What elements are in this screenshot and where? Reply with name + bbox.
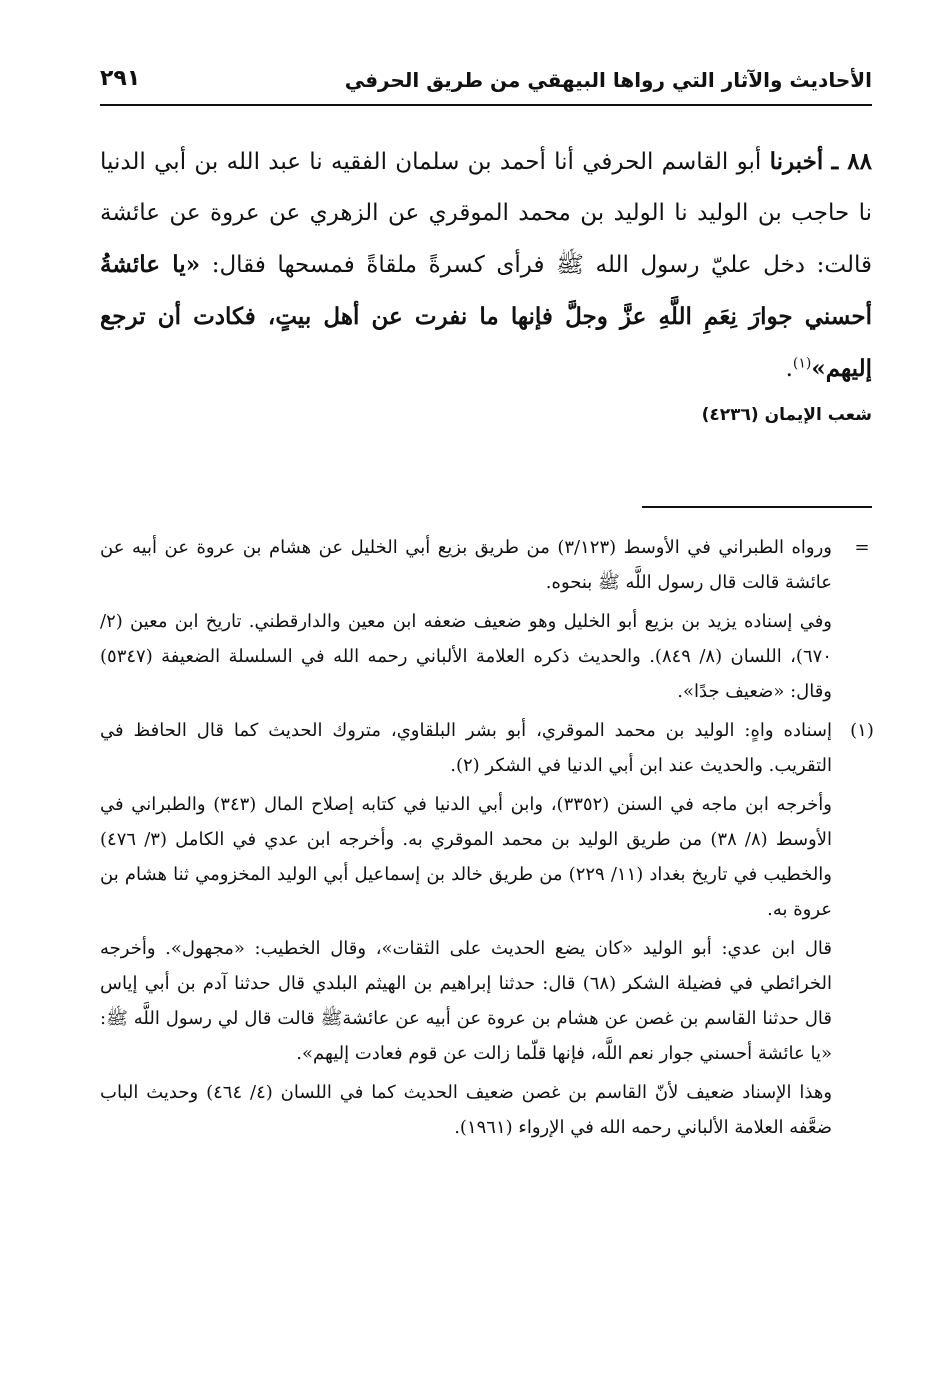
- footnote-paragraph: وفي إسناده يزيد بن بزيع أبو الخليل وهو ضعيف ضعفه ابن معين والدارقطني. تاريخ ابن معين (٢/ ٦٧٠)، اللسان (٨/ ٨٤٩). والحديث ذكره العلامة الألباني رحمه الله في السلسلة الضعيفة (٥٣٤٧) وقال: «ضعيف جدًا».: [100, 611, 832, 702]
- footnote-1: [100, 713, 872, 1145]
- hadith-isnad: أبو القاسم الحرفي أنا أحمد بن سلمان الفقيه نا عبد الله بن أبي الدنيا نا حاجب بن الوليد نا الوليد بن محمد الموقري عن الزهري عن عروة عن عائشة قالت: دخل عليّ رسول الله ﷺ فرأى كسرةً ملقاةً فمسحها فقال:: [100, 149, 873, 278]
- footnote-marker: =: [854, 537, 870, 558]
- footnote-paragraph: إسناده واهٍ: الوليد بن محمد الموقري، أبو بشر البلقاوي، متروك الحديث كما قال الحافظ في التقريب. والحديث عند ابن أبي الدنيا في الشكر (٢).: [100, 720, 832, 776]
- footnote-separator: [642, 506, 872, 508]
- page-number: ٢٩١: [100, 66, 141, 91]
- footnote-paragraph: قال ابن عدي: أبو الوليد «كان يضع الحديث على الثقات»، وقال الخطيب: «مجهول». وأخرجه الخرائطي في فضيلة الشكر (٦٨) قال: حدثنا إبراهيم بن الهيثم البلدي قال حدثنا آدم بن أبي إياس قال حدثنا القاسم بن غصن عن هشام بن عروة عن أبيه عن عائشةﷺ قالت قال لي رسول اللَّه ﷺ: «يا عائشة أحسني جوار نعم اللَّه، فإنها قلّما زالت عن قوم فعادت إليهم».: [100, 938, 832, 1064]
- footnote-ref: (١): [792, 355, 812, 372]
- footnote-paragraph: وأخرجه ابن ماجه في السنن (٣٣٥٢)، وابن أبي الدنيا في كتابه إصلاح المال (٣٤٣) والطبراني في الأوسط (٨/ ٣٨) من طريق الوليد بن محمد الموقري به. وأخرجه ابن عدي في الكامل (٣/ ٤٧٦) والخطيب في تاريخ بغداد (١١/ ٢٢٩) من طريق خالد بن إسماعيل أبي الوليد المخزومي ثنا هشام بن عروة به.: [100, 794, 833, 920]
- footnote-paragraph: ورواه الطبراني في الأوسط (٣/١٢٣) من طريق بزيع أبي الخليل عن هشام بن عروة عن أبيه عن عائشة قالت قال رسول اللَّه ﷺ بنحوه.: [100, 537, 832, 593]
- hadith-number: ٨٨ ـ: [831, 148, 873, 175]
- book-page: [100, 60, 872, 1360]
- hadith-matn: «يا عائشةُ أحسني جوارَ نِعَمِ اللَّهِ عزَّ وجلَّ فإنها ما نفرت عن أهل بيتٍ، فكادت أن ترجع إليهم»: [100, 251, 872, 382]
- footnote-continuation: [100, 530, 872, 709]
- footnote-paragraph: وهذا الإسناد ضعيف لأنّ القاسم بن غصن ضعيف الحديث كما في اللسان (٤/ ٤٦٤) وحديث الباب ضعَّفه العلامة الألباني رحمه الله في الإرواء (١٩٦١).: [100, 1082, 833, 1138]
- hadith-end: .: [785, 356, 793, 382]
- hadith-text: [100, 136, 872, 395]
- header-title: الأحاديث والآثار التي رواها البيهقي من طريق الحرفي: [344, 68, 872, 92]
- footnote-marker: (١): [850, 720, 874, 741]
- footnotes: [100, 530, 872, 1149]
- running-header: [100, 60, 872, 106]
- hadith-source: شعب الإيمان (٤٢٣٦): [701, 405, 872, 425]
- hadith-lead: أخبرنا: [769, 148, 824, 175]
